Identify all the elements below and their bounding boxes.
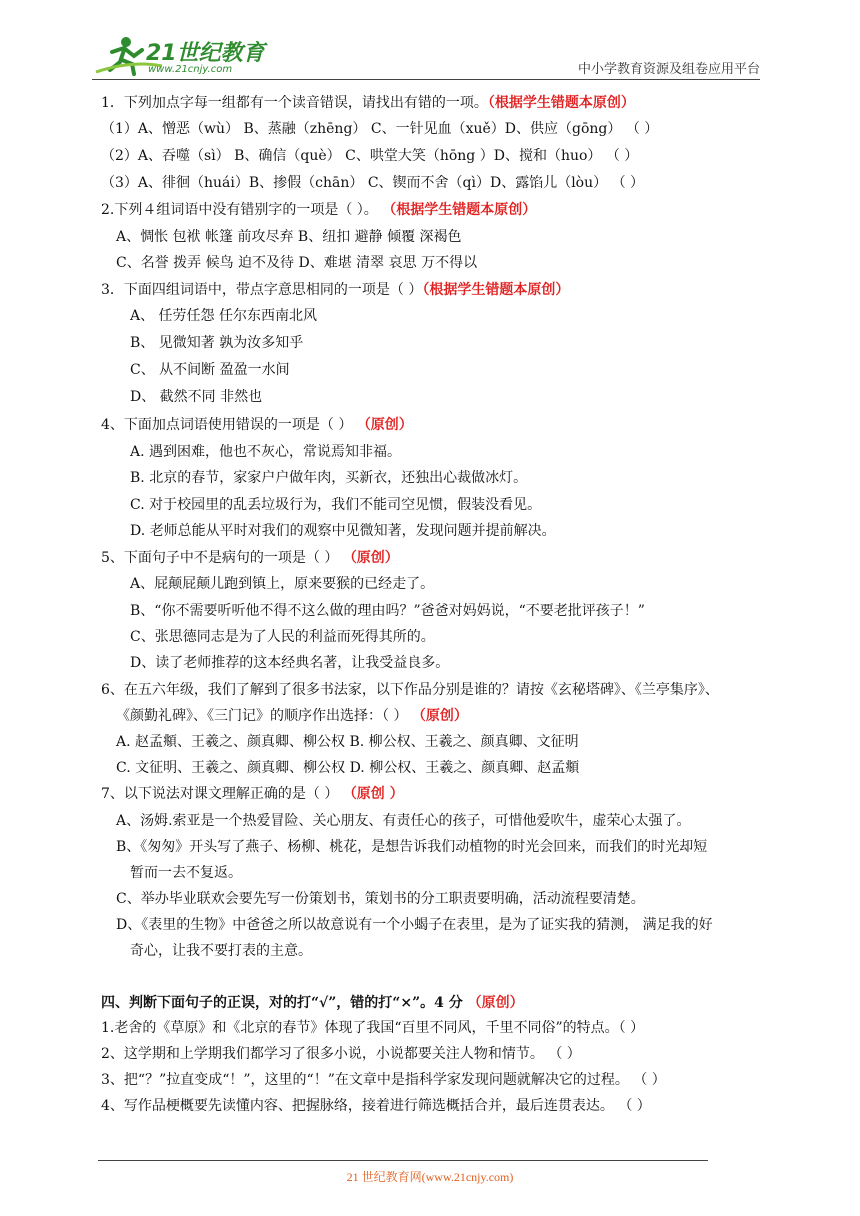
text-line: [101, 784, 404, 804]
source-note: （根据学生错题本原创）: [487, 95, 635, 111]
line-text: 6、在五六年级，我们了解到了很多书法家，以下作品分别是谁的？请按《玄秘塔碑》、《兰亭集序》、: [101, 682, 719, 698]
line-text: 7、以下说法对课文理解正确的是（ ）: [101, 786, 343, 802]
source-note: （根据学生错题本原创）: [422, 282, 570, 298]
source-note: （原创）: [411, 708, 468, 724]
text-line: [116, 732, 579, 752]
line-text: 2、这学期和上学期我们都学习了很多小说，小说都要关注人物和情节。 （ ）: [101, 1046, 581, 1062]
text-line: [130, 306, 317, 326]
text-line: [101, 1070, 666, 1090]
text-line: [116, 706, 468, 726]
line-text: 5、下面句子中不是病句的一项是（ ）: [101, 550, 343, 566]
text-line: [101, 415, 413, 435]
text-line: [101, 200, 536, 220]
line-text: 4、下面加点词语使用错误的一项是（ ）: [101, 417, 357, 433]
text-line: [130, 495, 541, 515]
line-text: 四、判断下面句子的正误，对的打“√”，错的打“×”。4 分: [101, 995, 468, 1011]
header-divider: [92, 79, 760, 80]
text-line: [130, 360, 290, 380]
platform-name: 中小学教育资源及组卷应用平台: [577, 62, 760, 77]
footer-text: 21 世纪教育网(www.21cnjy.com): [346, 1170, 514, 1184]
text-line: [130, 627, 435, 647]
line-text: 暂而一去不复返。: [130, 865, 242, 881]
line-text: 4、写作品梗概要先读懂内容、把握脉络，接着进行筛选概括合并，最后连贯表达。 （ ）: [101, 1098, 651, 1114]
text-line: [101, 119, 658, 139]
text-line: [101, 548, 399, 568]
line-text: 奇心，让我不要打表的主意。: [130, 943, 312, 959]
line-text: C、名誉 拨弄 候鸟 迫不及待 D、难堪 清翠 哀思 万不得以: [116, 255, 478, 271]
line-text: （3）A、徘徊（huái）B、掺假（chān） C、锲而不舍（qì）D、露馅儿（lòu） （ ）: [101, 175, 645, 191]
text-line: [130, 333, 303, 353]
text-line: [130, 468, 527, 488]
text-line: [116, 811, 691, 831]
line-text: 3．下面四组词语中，带点字意思相同的一项是（ ）: [101, 282, 423, 298]
line-text: D、读了老师推荐的这本经典名著，让我受益良多。: [130, 655, 450, 671]
line-text: A. 遇到困难，他也不灰心，常说焉知非福。: [130, 444, 402, 460]
line-text: 1．下列加点字每一组都有一个读音错误，请找出有错的一项。: [101, 95, 488, 111]
line-text: （2）A、吞噬（sì） B、确信（què） C、哄堂大笑（hōng ）D、搅和（huo） （ ）: [101, 148, 639, 164]
source-note: （原创）: [467, 995, 524, 1011]
footer-divider: [98, 1160, 708, 1161]
text-line: [116, 758, 579, 778]
line-text: A、 任劳任怨 任尔东西南北风: [130, 308, 318, 324]
source-note: （原创 ）: [342, 786, 404, 802]
text-line: [101, 680, 719, 700]
line-text: B、《匆匆》开头写了燕子、杨柳、桃花，是想告诉我们动植物的时光会回来，而我们的时光却短: [116, 839, 708, 855]
text-line: [130, 574, 434, 594]
logo-text: 21世纪教育: [146, 41, 265, 66]
line-text: A、汤姆.索亚是一个热爱冒险、关心朋友、有责任心的孩子，可惜他爱吹牛，虚荣心太强了。: [116, 813, 691, 829]
line-text: C. 对于校园里的乱丢垃圾行为，我们不能司空见惯，假装没看见。: [130, 497, 542, 513]
line-text: （1）A、憎恶（wù） B、蒸融（zhēng） C、一针见血（xuě）D、供应（gōng） （ ）: [101, 121, 659, 137]
text-line: [116, 253, 477, 273]
text-line: [116, 227, 462, 247]
text-line: [101, 993, 524, 1013]
text-line: [101, 173, 644, 193]
text-line: [130, 387, 262, 407]
line-text: 《颜勤礼碑》、《三门记》的顺序作出选择：（ ）: [116, 708, 412, 724]
text-line: [130, 442, 401, 462]
line-text: D、《表里的生物》中爸爸之所以故意说有一个小蝎子在表里，是为了证实我的猜测， 满足我的好: [116, 917, 713, 933]
line-text: 3、把“？”拉直变成“！”，这里的“！”在文章中是指科学家发现问题就解决它的过程。 （ ）: [101, 1072, 666, 1088]
text-line: [130, 653, 449, 673]
line-text: B、 见微知著 孰为汝多知乎: [130, 335, 304, 351]
source-note: （原创）: [356, 417, 413, 433]
line-text: 1.老舍的《草原》和《北京的春节》体现了我国“百里不同风，千里不同俗”的特点。（ ）: [101, 1020, 645, 1036]
line-text: C、张思德同志是为了人民的利益而死得其所的。: [130, 629, 435, 645]
line-text: A、惆怅 包袱 帐篷 前攻尽弃 B、纽扣 避静 倾覆 深褐色: [116, 229, 462, 245]
text-line: [101, 146, 638, 166]
source-note: （根据学生错题本原创）: [382, 202, 537, 218]
text-line: [101, 280, 569, 300]
line-text: C. 文征明、王羲之、颜真卿、柳公权 D. 柳公权、王羲之、颜真卿、赵孟頫: [116, 760, 580, 776]
line-text: B. 北京的春节，家家户户做年肉，买新衣，还独出心裁做冰灯。: [130, 470, 528, 486]
line-text: 2.下列４组词语中没有错别字的一项是（ ）。: [101, 202, 383, 218]
text-line: [101, 93, 635, 113]
line-text: B、“你不需要听听他不得不这么做的理由吗？”爸爸对妈妈说，“不要老批评孩子！”: [130, 603, 645, 619]
text-line: [116, 837, 707, 857]
text-line: [130, 521, 556, 541]
site-logo: [92, 30, 265, 80]
line-text: A. 赵孟頫、王羲之、颜真卿、柳公权 B. 柳公权、王羲之、颜真卿、文征明: [116, 734, 579, 750]
source-note: （原创）: [342, 550, 399, 566]
text-line: [116, 889, 645, 909]
text-line: [130, 941, 312, 961]
line-text: C、举办毕业联欢会要先写一份策划书，策划书的分工职责要明确，活动流程要清楚。: [116, 891, 645, 907]
line-text: D. 老师总能从平时对我们的观察中见微知著，发现问题并提前解决。: [130, 523, 556, 539]
line-text: C、 从不间断 盈盈一水间: [130, 362, 290, 378]
text-line: [130, 601, 645, 621]
logo-url: www.21cnjy.com: [148, 64, 233, 75]
line-text: A、屁颠屁颠儿跑到镇上，原来要猴的已经走了。: [130, 576, 435, 592]
text-line: [101, 1018, 644, 1038]
text-line: [101, 1044, 581, 1064]
text-line: [101, 1096, 651, 1116]
text-line: [116, 915, 713, 935]
line-text: D、 截然不同 非然也: [130, 389, 263, 405]
text-line: [130, 863, 242, 883]
